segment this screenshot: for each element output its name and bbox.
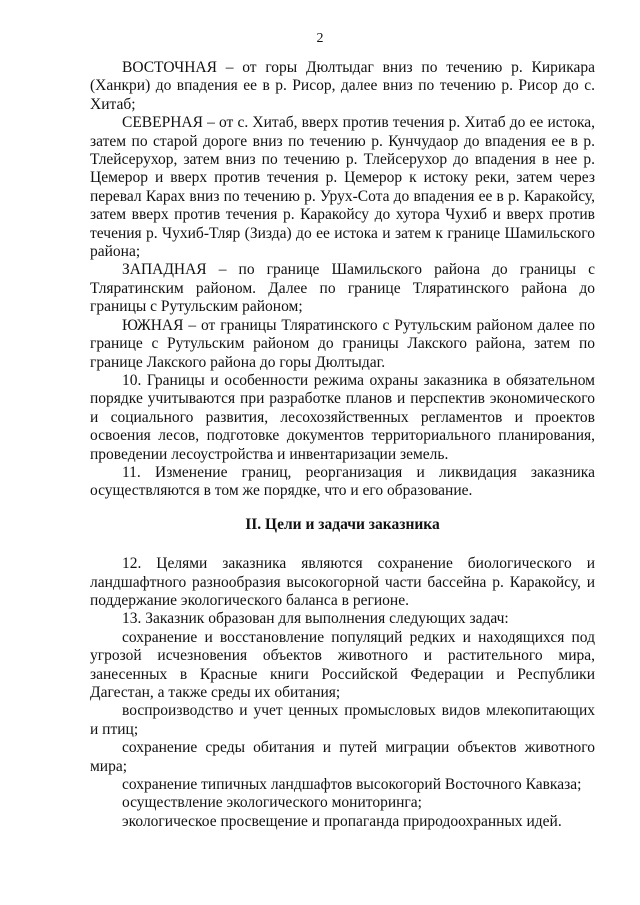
task-item: сохранение и восстановление популяций редких и находящихся под угрозой исчезновения объектов животного и растительного мира, занесенных в Красные книги Российской Федерации и Республики Дагестан, а также среды их обитания; bbox=[90, 628, 595, 701]
paragraph-12: 12. Целями заказника являются сохранение биологического и ландшафтного разнообразия высокогорной части бассейна р. Каракойсу, и поддержание экологического баланса в регионе. bbox=[90, 555, 595, 609]
task-item: воспроизводство и учет ценных промысловых видов млекопитающих и птиц; bbox=[90, 702, 595, 738]
paragraph-10: 10. Границы и особенности режима охраны заказника в обязательном порядке учитываются при разработке планов и перспектив экономического и социального развития, лесохозяйственных регламентов и проектов освоения лесов, подготовке документов территориального планирования, проведении лесоустройства и инвентаризации земель. bbox=[90, 371, 595, 463]
paragraph-11: 11. Изменение границ, реорганизация и ликвидация заказника осуществляются в том же порядке, что и его образование. bbox=[90, 463, 595, 500]
paragraph-south-border: ЮЖНАЯ – от границы Тляратинского с Рутульским районом далее по границе с Рутульским районом до границы Лакского района, затем по границе Лакского района до горы Дюлтыдаг. bbox=[90, 316, 595, 371]
task-item: сохранение среды обитания и путей миграции объектов животного мира; bbox=[90, 739, 595, 775]
task-item: сохранение типичных ландшафтов высокогорий Восточного Кавказа; bbox=[122, 776, 582, 794]
paragraph-east-border: ВОСТОЧНАЯ – от горы Дюлтыдаг вниз по течению р. Кирикара (Ханкри) до впадения ее в р. Рисор, далее вниз по течению р. Рисор до с. Хитаб; bbox=[90, 59, 595, 113]
task-item: осуществление экологического мониторинга; bbox=[122, 794, 422, 812]
page-number: 2 bbox=[316, 31, 324, 46]
document-body bbox=[90, 59, 595, 831]
paragraph-13: 13. Заказник образован для выполнения следующих задач: bbox=[122, 610, 509, 628]
task-item: экологическое просвещение и пропаганда природоохранных идей. bbox=[122, 812, 562, 830]
paragraph-north-border: СЕВЕРНАЯ – от с. Хитаб, вверх против течения р. Хитаб до ее истока, затем по старой дороге вниз по течению р. Кунчудаор до впадения ее в р. Тлейсерухор, затем вниз по течению р. Тлейсерухор до впадения в нее р. Цемерор и вверх против течения р. Цемерор к истоку реки, затем через перевал Карах вниз по течению р. Урух-Сота до впадения ее в р. Каракойсу, затем вверх против течения р. Каракойсу до хутора Чухиб и вверх против течения р. Чухиб-Тляр (Зизда) до ее истока и затем к границе Шамильского района; bbox=[90, 114, 595, 261]
paragraph-west-border: ЗАПАДНАЯ – по границе Шамильского района до границы с Тляратинским районом. Далее по границе Тляратинского района до границы с Рутульским районом; bbox=[90, 261, 595, 316]
section-heading: II. Цели и задачи заказника bbox=[245, 515, 440, 533]
